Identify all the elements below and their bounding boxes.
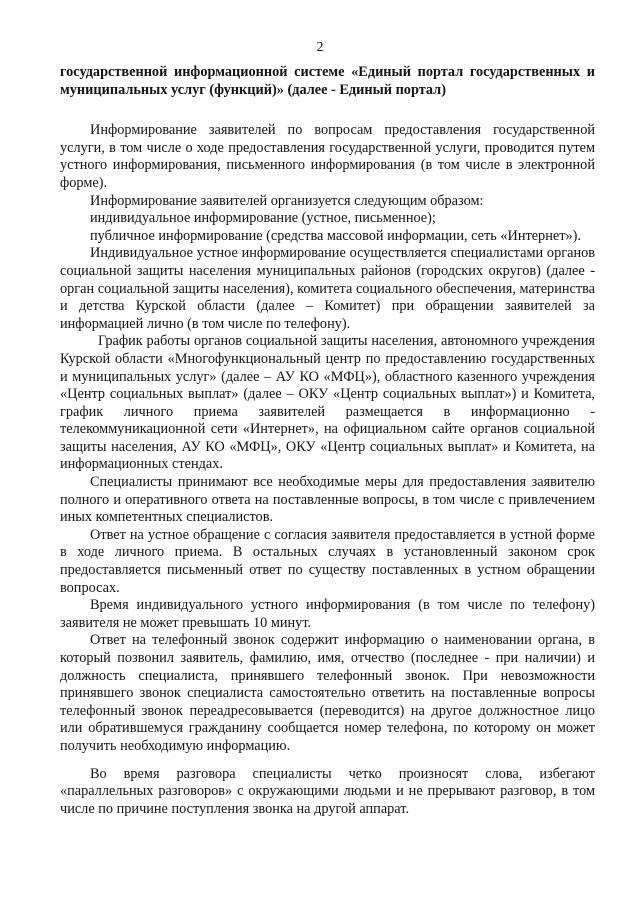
paragraph-work-schedule: График работы органов социальной защиты населения, автономного учреждения Курской области «Многофункциональный центр по предоставлению государственных и муниципальных услуг» (далее – АУ КО «МФЦ»), областного казенного учреждения «Центр социальных выплат» (далее – ОКУ «Центр социальных выплат») и Комитета, график личного приема заявителей размещается в информационно - телекоммуникационной сети «Интернет», на официальном сайте органов социальной защиты населения, АУ КО «МФЦ», ОКУ «Центр социальных выплат» и Комитета, на информационных стендах. [60, 333, 595, 473]
paragraph-phone-answer: Ответ на телефонный звонок содержит информацию о наименовании органа, в который позвонил заявитель, фамилию, имя, отчество (последнее - при наличии) и должность специалиста, принявшего телефонный звонок. При невозможности принявшего звонок специалиста самостоятельно ответить на поставленные вопросы телефонный звонок переадресовывается (переводится) на другое должностное лицо или обратившемуся гражданину сообщается номер телефона, по которому он может получить необходимую информацию. [60, 632, 595, 754]
paragraph-specialists-measures: Специалисты принимают все необходимые меры для предоставления заявителю полного и оперативного ответа на поставленные вопросы, в том числе с привлечением иных компетентных специалистов. [60, 474, 595, 526]
paragraph-individual-oral: Индивидуальное устное информирование осуществляется специалистами органов социальной защиты населения муниципальных районов (городских округов) (далее - орган социальной защиты населения), комитета социального обеспечения, материнства и детства Курской области (далее – Комитет) при обращении заявителей за информацией лично (в том числе по телефону). [60, 245, 595, 332]
paragraph-organization: Информирование заявителей организуется следующим образом: [90, 192, 484, 209]
paragraph-informing-methods: Информирование заявителей по вопросам предоставления государственной услуги, в том числе о ходе предоставления государственной услуги, проводится путем устного информирования, письменного информирования (в том числе в электронной форме). [60, 122, 595, 191]
page-number: 2 [316, 40, 324, 55]
list-item-public: публичное информирование (средства массовой информации, сеть «Интернет»). [90, 227, 581, 244]
paragraph-oral-answer: Ответ на устное обращение с согласия заявителя предоставляется в устной форме в ходе личного приема. В остальных случаях в установленный законом срок предоставляется письменный ответ по существу поставленных в устном обращении вопросах. [60, 526, 595, 596]
list-item-individual: индивидуальное информирование (устное, письменное); [90, 210, 436, 227]
paragraph-time-limit: Время индивидуального устного информирования (в том числе по телефону) заявителя не может превышать 10 минут. [60, 597, 595, 631]
document-body [60, 64, 595, 818]
section-heading: государственной информационной системе «Единый портал государственных и муниципальных услуг (функций)» (далее - Единый портал) [60, 64, 595, 98]
paragraph-conversation-rules: Во время разговора специалисты четко произносят слова, избегают «параллельных разговоров» с окружающими людьми и не прерывают разговор, в том числе по причине поступления звонка на другой аппарат. [60, 765, 595, 817]
